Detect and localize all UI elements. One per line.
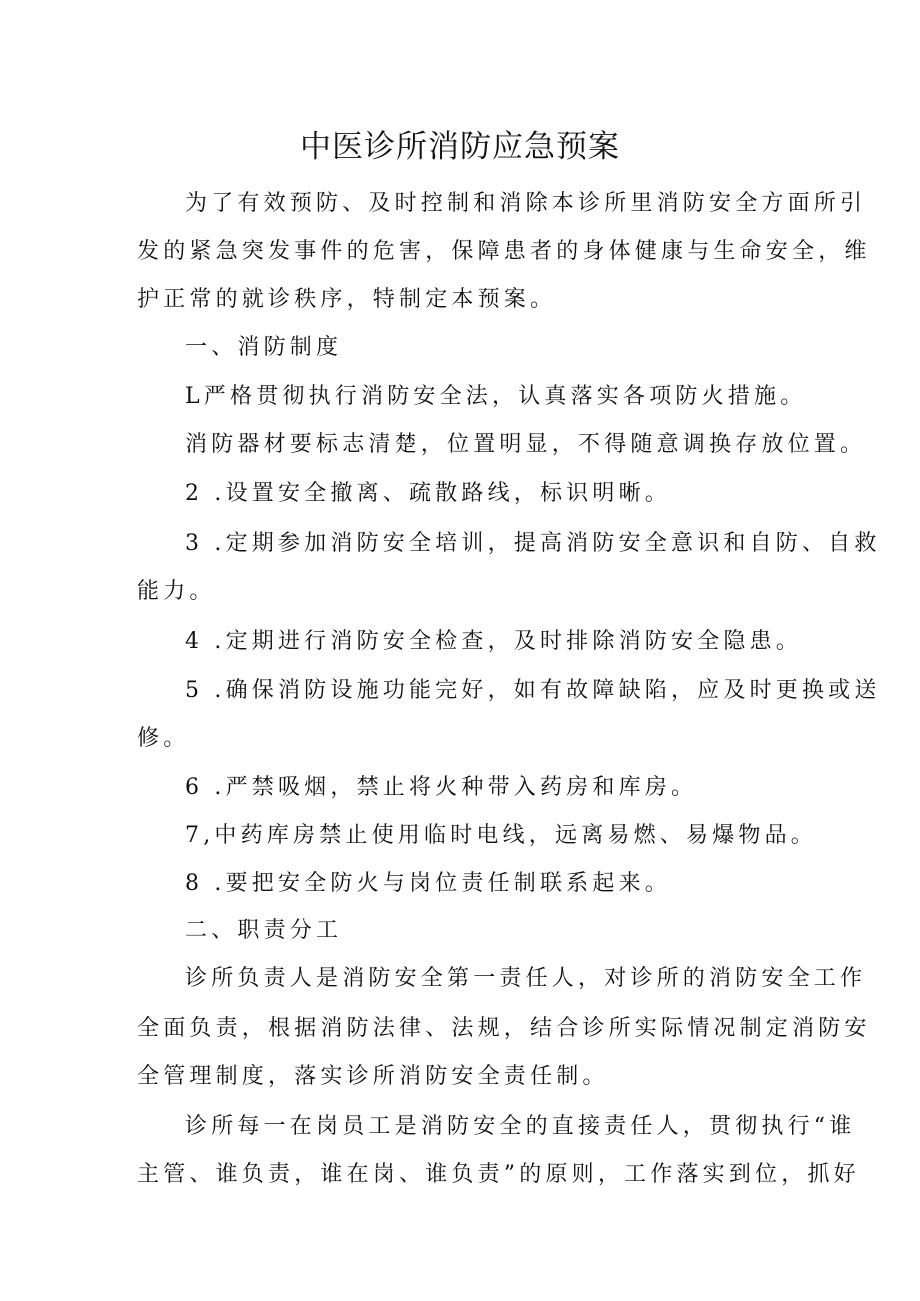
list-item: 6 .严禁吸烟，禁止将火种带入药房和库房。 <box>185 775 698 800</box>
paragraph-line: 为了有效预防、及时控制和消除本诊所里消防安全方面所引 <box>185 191 867 216</box>
paragraph-line: 主管、谁负责，谁在岗、谁负责”的原则，工作落实到位，抓好 <box>137 1162 860 1187</box>
paragraph-line: 诊所负责人是消防安全第一责任人，对诊所的消防安全工作 <box>185 966 867 991</box>
paragraph-line: 全面负责，根据消防法律、法规，结合诊所实际情况制定消防安 <box>137 1016 871 1041</box>
paragraph-line: 护正常的就诊秩序，特制定本预案。 <box>137 287 557 312</box>
list-item-continuation: 修。 <box>137 726 190 751</box>
section-heading: 二、职责分工 <box>185 918 343 943</box>
list-item: 8 .要把安全防火与岗位责任制联系起来。 <box>185 871 671 896</box>
list-item: 3 .定期参加消防安全培训，提高消防安全意识和自防、自救 <box>185 531 881 556</box>
list-item: 2 .设置安全撤离、疏散路线，标识明晰。 <box>185 481 671 506</box>
list-item: 7,中药库房禁止使用临时电线，远离易燃、易爆物品。 <box>185 823 817 848</box>
paragraph-line: 诊所每一在岗员工是消防安全的直接责任人，贯彻执行“谁 <box>185 1114 856 1139</box>
paragraph-line: 发的紧急突发事件的危害，保障患者的身体健康与生命安全，维 <box>137 239 871 264</box>
list-item: 4 .定期进行消防安全检查，及时排除消防安全隐患。 <box>185 629 802 654</box>
section-heading: 一、消防制度 <box>185 335 343 360</box>
document-title: 中医诊所消防应急预案 <box>300 129 620 165</box>
list-item: L严格贯彻执行消防安全法，认真落实各项防火措施。 <box>185 384 807 409</box>
list-item: 消防器材要标志清楚，位置明显，不得随意调换存放位置。 <box>185 432 867 457</box>
list-item-continuation: 能力。 <box>137 579 216 604</box>
paragraph-line: 全管理制度，落实诊所消防安全责任制。 <box>137 1064 609 1089</box>
list-item: 5 .确保消防设施功能完好，如有故障缺陷，应及时更换或送 <box>185 678 881 703</box>
